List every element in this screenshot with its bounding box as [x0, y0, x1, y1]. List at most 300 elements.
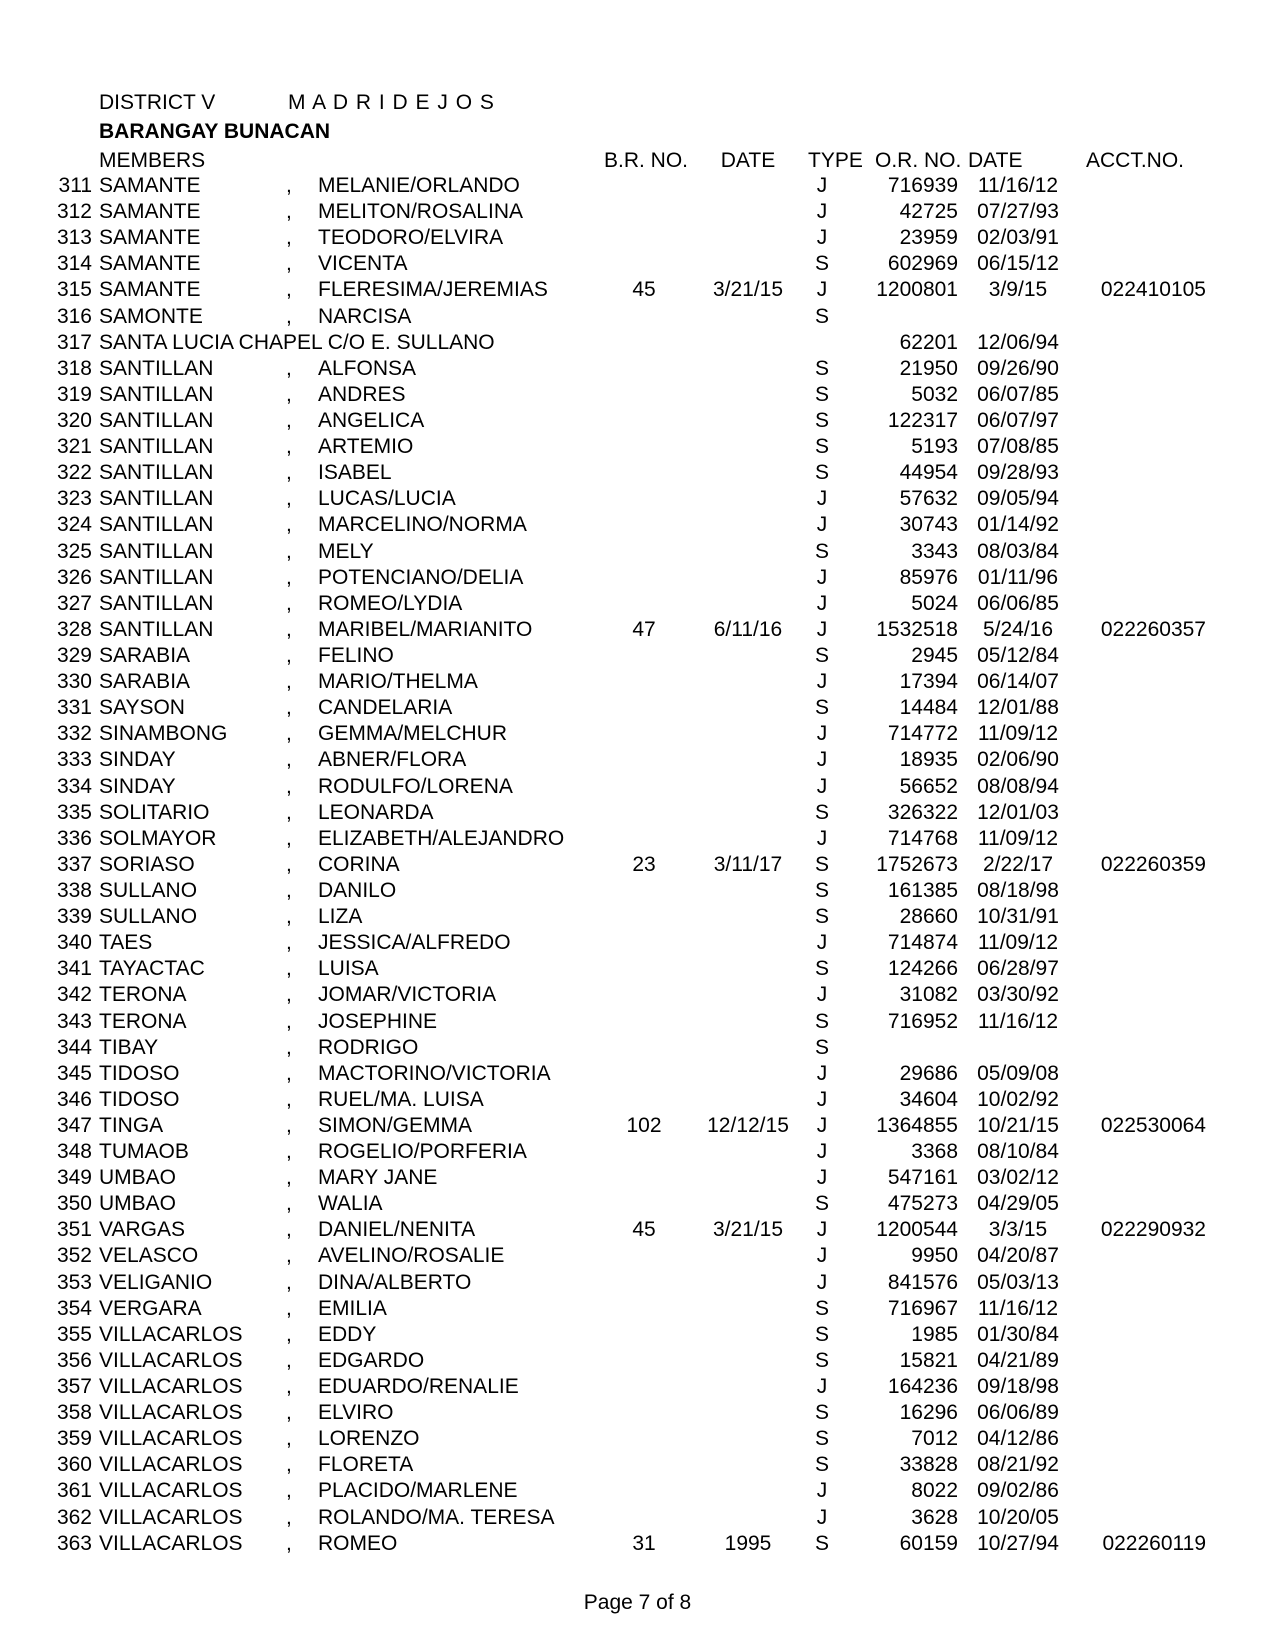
row-number: 336 — [56, 826, 92, 850]
table-row — [0, 852, 1275, 878]
or-date: 10/20/05 — [977, 1505, 1059, 1529]
name-separator: , — [286, 931, 292, 955]
acct-no: 022410105 — [1100, 278, 1206, 302]
or-no: 1985 — [911, 1322, 958, 1346]
type-code: S — [814, 1401, 829, 1425]
name-separator: , — [286, 435, 292, 459]
name-separator: , — [286, 1218, 292, 1242]
table-row — [0, 643, 1275, 669]
last-name: UMBAO — [99, 1166, 177, 1190]
table-row — [0, 1452, 1275, 1478]
row-number: 339 — [56, 905, 92, 929]
or-date: 04/20/87 — [977, 1244, 1059, 1268]
row-number: 347 — [56, 1113, 92, 1137]
row-number: 353 — [56, 1270, 92, 1294]
or-date: 05/09/08 — [977, 1061, 1059, 1085]
first-names: EDDY — [318, 1322, 377, 1346]
last-name: SULLANO — [99, 905, 198, 929]
row-number: 345 — [56, 1061, 92, 1085]
table-row — [0, 199, 1275, 225]
or-no: 164236 — [887, 1375, 958, 1399]
first-names: ROMEO — [318, 1531, 398, 1555]
name-separator: , — [286, 983, 292, 1007]
first-names: SIMON/GEMMA — [318, 1113, 473, 1137]
table-row — [0, 1531, 1275, 1557]
row-number: 313 — [56, 226, 92, 250]
first-names: DANIEL/NENITA — [318, 1218, 476, 1242]
or-no: 1200801 — [876, 278, 958, 302]
br-date: 1995 — [724, 1531, 772, 1555]
type-code: S — [814, 461, 829, 485]
col-type: TYPE — [808, 149, 863, 172]
name-separator: , — [286, 565, 292, 589]
table-row — [0, 982, 1275, 1008]
type-code: S — [814, 1009, 829, 1033]
br-date: 3/21/15 — [712, 278, 784, 302]
or-no: 2945 — [911, 643, 958, 667]
or-no: 1532518 — [876, 617, 958, 641]
type-code: S — [814, 852, 829, 876]
name-separator: , — [286, 1427, 292, 1451]
first-names: MARY JANE — [318, 1166, 438, 1190]
first-names: LEONARDA — [318, 800, 434, 824]
or-date: 01/30/84 — [977, 1322, 1059, 1346]
br-no: 45 — [632, 1218, 656, 1242]
or-date: 12/06/94 — [977, 330, 1059, 354]
or-date: 08/08/94 — [977, 774, 1059, 798]
type-code: J — [816, 565, 828, 589]
or-no: 716939 — [887, 174, 958, 197]
or-date: 3/3/15 — [988, 1218, 1048, 1242]
first-names: VICENTA — [318, 252, 408, 276]
or-date: 05/12/84 — [977, 643, 1059, 667]
row-number: 349 — [56, 1166, 92, 1190]
table-row — [0, 512, 1275, 538]
type-code: J — [816, 278, 828, 302]
name-separator: , — [286, 487, 292, 511]
first-names: ELIZABETH/ALEJANDRO — [318, 826, 565, 850]
or-date: 08/03/84 — [977, 539, 1059, 563]
type-code: J — [816, 722, 828, 746]
name-separator: , — [286, 174, 292, 197]
type-code: J — [816, 1218, 828, 1242]
last-name: SAMANTE — [99, 278, 201, 302]
or-no: 714772 — [887, 722, 958, 746]
or-no: 15821 — [899, 1348, 958, 1372]
last-name: SANTA LUCIA CHAPEL C/O E. SULLANO — [99, 330, 495, 354]
name-separator: , — [286, 878, 292, 902]
table-row — [0, 956, 1275, 982]
table-row — [0, 304, 1275, 330]
name-separator: , — [286, 1087, 292, 1111]
row-number: 342 — [56, 983, 92, 1007]
row-number: 327 — [56, 591, 92, 615]
name-separator: , — [286, 226, 292, 250]
or-date: 04/21/89 — [977, 1348, 1059, 1372]
name-separator: , — [286, 696, 292, 720]
row-number: 330 — [56, 670, 92, 694]
table-row — [0, 277, 1275, 303]
name-separator: , — [286, 1453, 292, 1477]
or-date: 10/02/92 — [977, 1087, 1059, 1111]
first-names: FELINO — [318, 643, 394, 667]
type-code: S — [814, 957, 829, 981]
col-acct-no: ACCT.NO. — [1086, 149, 1185, 172]
or-no: 5024 — [911, 591, 958, 615]
or-no: 326322 — [887, 800, 958, 824]
or-no: 28660 — [899, 905, 958, 929]
or-no: 8022 — [911, 1479, 958, 1503]
table-row — [0, 747, 1275, 773]
or-no: 841576 — [887, 1270, 958, 1294]
table-row — [0, 408, 1275, 434]
first-names: MELITON/ROSALINA — [318, 200, 523, 224]
or-no: 3368 — [911, 1140, 958, 1164]
last-name: VILLACARLOS — [99, 1375, 243, 1399]
last-name: VILLACARLOS — [99, 1427, 243, 1451]
last-name: TAYACTAC — [99, 957, 205, 981]
row-number: 316 — [56, 304, 92, 328]
or-date: 11/09/12 — [977, 722, 1059, 746]
row-number: 315 — [56, 278, 92, 302]
last-name: VARGAS — [99, 1218, 185, 1242]
row-number: 320 — [56, 408, 92, 432]
last-name: SANTILLAN — [99, 435, 214, 459]
name-separator: , — [286, 774, 292, 798]
name-separator: , — [286, 643, 292, 667]
last-name: VILLACARLOS — [99, 1453, 243, 1477]
or-no: 18935 — [899, 748, 958, 772]
row-number: 355 — [56, 1322, 92, 1346]
row-number: 350 — [56, 1192, 92, 1216]
or-no: 475273 — [887, 1192, 958, 1216]
or-no: 5032 — [911, 382, 958, 406]
last-name: SOLMAYOR — [99, 826, 217, 850]
first-names: POTENCIANO/DELIA — [318, 565, 524, 589]
br-no: 31 — [632, 1531, 656, 1555]
or-no: 602969 — [887, 252, 958, 276]
or-date: 11/16/12 — [977, 174, 1059, 197]
last-name: TUMAOB — [99, 1140, 189, 1164]
or-date: 06/06/85 — [977, 591, 1059, 615]
or-date: 12/01/03 — [977, 800, 1059, 824]
or-no: 62201 — [899, 330, 958, 354]
table-row — [0, 356, 1275, 382]
table-row — [0, 904, 1275, 930]
type-code: J — [816, 1375, 828, 1399]
row-number: 318 — [56, 356, 92, 380]
type-code: J — [816, 1479, 828, 1503]
municipality-label: M A D R I D E J O S — [288, 91, 495, 114]
br-date: 12/12/15 — [707, 1113, 789, 1137]
row-number: 351 — [56, 1218, 92, 1242]
first-names: EDUARDO/RENALIE — [318, 1375, 519, 1399]
or-date: 03/02/12 — [977, 1166, 1059, 1190]
acct-no: 022260357 — [1100, 617, 1206, 641]
name-separator: , — [286, 513, 292, 537]
row-number: 362 — [56, 1505, 92, 1529]
or-no: 29686 — [899, 1061, 958, 1085]
type-code: S — [814, 252, 829, 276]
or-date: 09/26/90 — [977, 356, 1059, 380]
last-name: SAMANTE — [99, 252, 201, 276]
table-row — [0, 695, 1275, 721]
row-number: 359 — [56, 1427, 92, 1451]
type-code: S — [814, 1322, 829, 1346]
last-name: SANTILLAN — [99, 487, 214, 511]
last-name: TIDOSO — [99, 1087, 180, 1111]
br-date: 3/11/17 — [713, 852, 783, 876]
table-row — [0, 1426, 1275, 1452]
name-separator: , — [286, 1505, 292, 1529]
or-date: 04/12/86 — [977, 1427, 1059, 1451]
or-date: 06/14/07 — [977, 670, 1059, 694]
table-row — [0, 1243, 1275, 1269]
row-number: 344 — [56, 1035, 92, 1059]
type-code: J — [816, 826, 828, 850]
table-row — [0, 1505, 1275, 1531]
or-no: 1364855 — [876, 1113, 958, 1137]
name-separator: , — [286, 1375, 292, 1399]
row-number: 348 — [56, 1140, 92, 1164]
table-row — [0, 251, 1275, 277]
last-name: VILLACARLOS — [99, 1479, 243, 1503]
row-number: 333 — [56, 748, 92, 772]
type-code: J — [816, 983, 828, 1007]
last-name: SINAMBONG — [99, 722, 228, 746]
type-code: S — [814, 1192, 829, 1216]
or-date: 12/01/88 — [977, 696, 1059, 720]
row-number: 354 — [56, 1296, 92, 1320]
table-row — [0, 1217, 1275, 1243]
table-row — [0, 1348, 1275, 1374]
table-row — [0, 565, 1275, 591]
or-date: 09/02/86 — [977, 1479, 1059, 1503]
row-number: 341 — [56, 957, 92, 981]
first-names: JESSICA/ALFREDO — [318, 931, 511, 955]
row-number: 311 — [58, 174, 92, 197]
row-number: 317 — [56, 330, 92, 354]
last-name: VILLACARLOS — [99, 1531, 243, 1555]
row-number: 343 — [56, 1009, 92, 1033]
row-number: 352 — [56, 1244, 92, 1268]
or-date: 10/31/91 — [977, 905, 1059, 929]
type-code: S — [814, 1453, 829, 1477]
type-code: J — [816, 1505, 828, 1529]
name-separator: , — [286, 200, 292, 224]
col-members: MEMBERS — [99, 149, 206, 172]
type-code: S — [814, 1531, 829, 1555]
or-date: 08/18/98 — [977, 878, 1059, 902]
type-code: J — [816, 1087, 828, 1111]
last-name: TAES — [99, 931, 153, 955]
row-number: 326 — [56, 565, 92, 589]
table-row — [0, 1478, 1275, 1504]
or-no: 21950 — [899, 356, 958, 380]
row-number: 321 — [56, 435, 92, 459]
type-code: J — [816, 1061, 828, 1085]
last-name: SAMONTE — [99, 304, 203, 328]
table-row — [0, 1009, 1275, 1035]
row-number: 332 — [56, 722, 92, 746]
first-names: FLERESIMA/JEREMIAS — [318, 278, 548, 302]
or-no: 714768 — [887, 826, 958, 850]
or-no: 85976 — [899, 565, 958, 589]
col-br-no: B.R. NO. — [604, 149, 689, 172]
table-row — [0, 1061, 1275, 1087]
row-number: 361 — [56, 1479, 92, 1503]
type-code: J — [816, 748, 828, 772]
type-code: J — [816, 931, 828, 955]
table-row — [0, 225, 1275, 251]
last-name: VELIGANIO — [99, 1270, 213, 1294]
br-no: 23 — [632, 852, 656, 876]
br-no: 47 — [632, 617, 656, 641]
name-separator: , — [286, 278, 292, 302]
type-code: J — [816, 774, 828, 798]
first-names: ROMEO/LYDIA — [318, 591, 463, 615]
first-names: RODULFO/LORENA — [318, 774, 513, 798]
last-name: SANTILLAN — [99, 382, 214, 406]
type-code: S — [814, 304, 829, 328]
type-code: S — [814, 435, 829, 459]
table-row — [0, 1035, 1275, 1061]
acct-no: 022260119 — [1102, 1531, 1206, 1555]
row-number: 322 — [56, 461, 92, 485]
table-row — [0, 1270, 1275, 1296]
row-number: 328 — [56, 617, 92, 641]
last-name: SANTILLAN — [99, 513, 214, 537]
first-names: CANDELARIA — [318, 696, 453, 720]
table-row — [0, 1191, 1275, 1217]
type-code: J — [816, 1244, 828, 1268]
first-names: EDGARDO — [318, 1348, 425, 1372]
or-date: 11/16/12 — [977, 1009, 1059, 1033]
type-code: S — [814, 905, 829, 929]
row-number: 312 — [56, 200, 92, 224]
first-names: RUEL/MA. LUISA — [318, 1087, 484, 1111]
first-names: MARCELINO/NORMA — [318, 513, 527, 537]
or-no: 5193 — [911, 435, 958, 459]
row-number: 358 — [56, 1401, 92, 1425]
row-number: 334 — [56, 774, 92, 798]
first-names: LUCAS/LUCIA — [318, 487, 456, 511]
name-separator: , — [286, 905, 292, 929]
name-separator: , — [286, 591, 292, 615]
last-name: VILLACARLOS — [99, 1348, 243, 1372]
name-separator: , — [286, 1270, 292, 1294]
type-code: J — [816, 226, 828, 250]
first-names: DINA/ALBERTO — [318, 1270, 472, 1294]
first-names: ELVIRO — [318, 1401, 394, 1425]
last-name: VELASCO — [99, 1244, 199, 1268]
or-no: 7012 — [911, 1427, 958, 1451]
type-code: J — [816, 200, 828, 224]
or-no: 124266 — [887, 957, 958, 981]
type-code: S — [814, 408, 829, 432]
type-code: S — [814, 800, 829, 824]
type-code: S — [814, 1035, 829, 1059]
name-separator: , — [286, 1479, 292, 1503]
or-date: 05/03/13 — [977, 1270, 1059, 1294]
first-names: LUISA — [318, 957, 379, 981]
last-name: VILLACARLOS — [99, 1322, 243, 1346]
table-row — [0, 1322, 1275, 1348]
or-no: 30743 — [899, 513, 958, 537]
first-names: MELY — [318, 539, 374, 563]
row-number: 324 — [56, 513, 92, 537]
table-row — [0, 1139, 1275, 1165]
or-no: 3343 — [911, 539, 958, 563]
first-names: ABNER/FLORA — [318, 748, 467, 772]
first-names: DANILO — [318, 878, 397, 902]
first-names: AVELINO/ROSALIE — [318, 1244, 505, 1268]
table-row — [0, 721, 1275, 747]
type-code: S — [814, 1348, 829, 1372]
type-code: S — [814, 696, 829, 720]
last-name: SARABIA — [99, 670, 191, 694]
type-code: J — [816, 1140, 828, 1164]
type-code: J — [816, 591, 828, 615]
or-no: 17394 — [899, 670, 958, 694]
last-name: SANTILLAN — [99, 461, 214, 485]
last-name: TIBAY — [99, 1035, 159, 1059]
type-code: S — [814, 382, 829, 406]
name-separator: , — [286, 1401, 292, 1425]
name-separator: , — [286, 356, 292, 380]
table-row — [0, 930, 1275, 956]
name-separator: , — [286, 1140, 292, 1164]
last-name: UMBAO — [99, 1192, 177, 1216]
last-name: SAMANTE — [99, 200, 201, 224]
or-date: 01/11/96 — [977, 565, 1059, 589]
first-names: GEMMA/MELCHUR — [318, 722, 508, 746]
table-row — [0, 1087, 1275, 1113]
table-row — [0, 878, 1275, 904]
type-code: J — [816, 1113, 828, 1137]
last-name: VILLACARLOS — [99, 1505, 243, 1529]
first-names: ARTEMIO — [318, 435, 414, 459]
name-separator: , — [286, 670, 292, 694]
row-number: 363 — [56, 1531, 92, 1555]
type-code: J — [816, 1270, 828, 1294]
first-names: JOSEPHINE — [318, 1009, 438, 1033]
or-date: 10/21/15 — [977, 1113, 1059, 1137]
name-separator: , — [286, 539, 292, 563]
or-no: 14484 — [899, 696, 958, 720]
row-number: 331 — [56, 696, 92, 720]
col-or-date: DATE — [968, 149, 1023, 172]
or-no: 161385 — [887, 878, 958, 902]
name-separator: , — [286, 1244, 292, 1268]
table-row — [0, 460, 1275, 486]
barangay-title: BARANGAY BUNACAN — [99, 120, 331, 143]
last-name: SAYSON — [99, 696, 185, 720]
first-names: RODRIGO — [318, 1035, 419, 1059]
acct-no: 022530064 — [1100, 1113, 1206, 1137]
or-date: 04/29/05 — [977, 1192, 1059, 1216]
first-names: LIZA — [318, 905, 363, 929]
name-separator: , — [286, 826, 292, 850]
name-separator: , — [286, 304, 292, 328]
name-separator: , — [286, 1531, 292, 1555]
last-name: TINGA — [99, 1113, 164, 1137]
row-number: 338 — [56, 878, 92, 902]
name-separator: , — [286, 800, 292, 824]
table-row — [0, 800, 1275, 826]
row-number: 360 — [56, 1453, 92, 1477]
first-names: PLACIDO/MARLENE — [318, 1479, 518, 1503]
